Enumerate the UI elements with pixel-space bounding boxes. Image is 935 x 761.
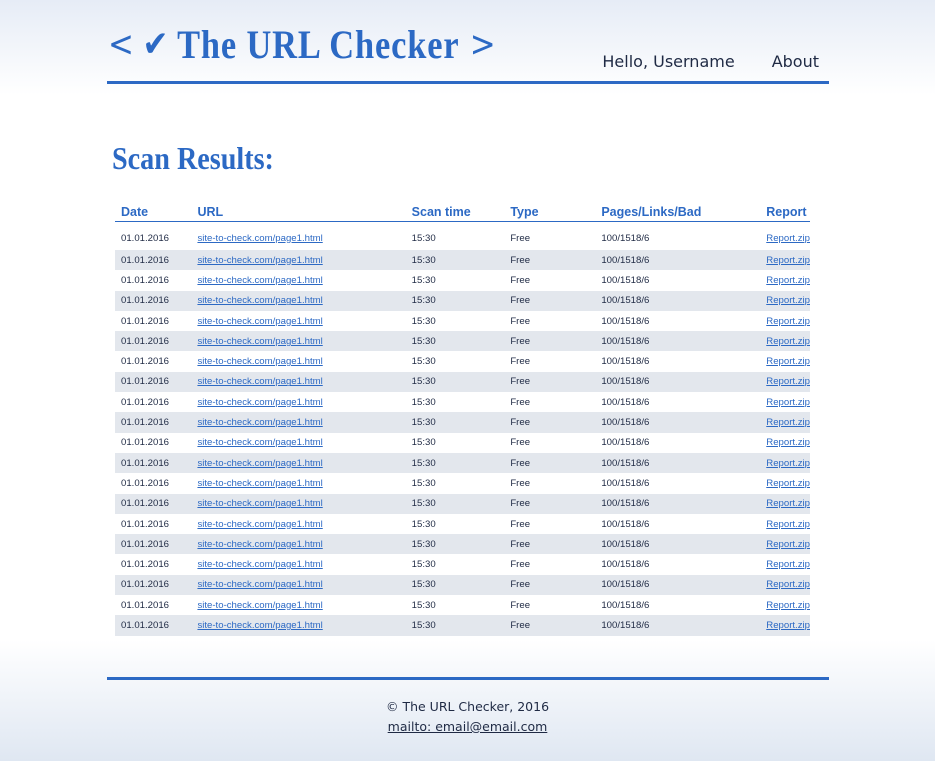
table-row bbox=[115, 270, 810, 290]
table-cell bbox=[191, 331, 405, 351]
cell-report-link[interactable]: Report.zip bbox=[766, 315, 810, 327]
cell-date: 01.01.2016 bbox=[115, 453, 191, 473]
logo-right-bracket: > bbox=[469, 24, 496, 65]
table-cell bbox=[760, 534, 810, 554]
table-row bbox=[115, 351, 810, 371]
cell-pages-links-bad: 100/1518/6 bbox=[595, 250, 760, 270]
table-cell bbox=[191, 575, 405, 595]
table-cell bbox=[191, 494, 405, 514]
cell-url-link[interactable]: site-to-check.com/page1.html bbox=[197, 619, 323, 631]
table-cell bbox=[760, 412, 810, 432]
table-cell bbox=[760, 514, 810, 534]
cell-date: 01.01.2016 bbox=[115, 575, 191, 595]
cell-url-link[interactable]: site-to-check.com/page1.html bbox=[197, 295, 323, 307]
cell-date: 01.01.2016 bbox=[115, 291, 191, 311]
cell-scan-time: 15:30 bbox=[406, 575, 505, 595]
logo-reflection bbox=[100, 66, 472, 76]
table-cell bbox=[191, 222, 405, 251]
table-row bbox=[115, 514, 810, 534]
table-cell bbox=[760, 433, 810, 453]
cell-scan-time: 15:30 bbox=[411, 315, 436, 327]
table-cell bbox=[760, 331, 810, 351]
table-cell bbox=[760, 291, 810, 311]
table-cell bbox=[760, 311, 810, 331]
cell-date: 01.01.2016 bbox=[121, 356, 170, 368]
column-header-pages-links-bad: Pages/Links/Bad bbox=[595, 203, 760, 222]
cell-pages-links-bad: 100/1518/6 bbox=[601, 559, 650, 571]
cell-report-link[interactable]: Report.zip bbox=[766, 477, 810, 489]
cell-date: 01.01.2016 bbox=[115, 615, 191, 635]
cell-url-link[interactable]: site-to-check.com/page1.html bbox=[197, 477, 323, 489]
cell-url-link[interactable]: site-to-check.com/page1.html bbox=[197, 315, 323, 327]
cell-report-link[interactable]: Report.zip bbox=[766, 498, 810, 510]
table-cell bbox=[191, 433, 405, 453]
cell-pages-links-bad: 100/1518/6 bbox=[595, 453, 760, 473]
cell-type: Free bbox=[504, 575, 595, 595]
cell-pages-links-bad: 100/1518/6 bbox=[601, 396, 650, 408]
table-cell bbox=[191, 372, 405, 392]
cell-date: 01.01.2016 bbox=[121, 274, 170, 286]
cell-scan-time: 15:30 bbox=[406, 250, 505, 270]
cell-date: 01.01.2016 bbox=[121, 559, 170, 571]
table-cell bbox=[191, 453, 405, 473]
cell-date: 01.01.2016 bbox=[115, 494, 191, 514]
cell-pages-links-bad: 100/1518/6 bbox=[601, 518, 650, 530]
table-row bbox=[115, 575, 810, 595]
cell-pages-links-bad: 100/1518/6 bbox=[595, 575, 760, 595]
table-cell bbox=[760, 453, 810, 473]
cell-type: Free bbox=[504, 372, 595, 392]
cell-report-link[interactable]: Report.zip bbox=[766, 457, 810, 469]
cell-url-link[interactable]: site-to-check.com/page1.html bbox=[197, 254, 323, 266]
cell-type: Free bbox=[504, 615, 595, 635]
cell-type: Free bbox=[510, 315, 531, 327]
table-cell bbox=[760, 473, 810, 493]
cell-url-link[interactable]: site-to-check.com/page1.html bbox=[197, 457, 323, 469]
cell-pages-links-bad: 100/1518/6 bbox=[601, 356, 650, 368]
table-cell bbox=[191, 473, 405, 493]
table-row bbox=[115, 250, 810, 270]
column-header-scan-time: Scan time bbox=[406, 203, 505, 222]
table-cell bbox=[191, 554, 405, 574]
cell-date: 01.01.2016 bbox=[121, 599, 170, 611]
cell-scan-time: 15:30 bbox=[406, 412, 505, 432]
site-logo[interactable] bbox=[108, 22, 496, 74]
cell-date: 01.01.2016 bbox=[121, 437, 170, 449]
cell-scan-time: 15:30 bbox=[411, 274, 436, 286]
table-row bbox=[115, 494, 810, 514]
cell-pages-links-bad: 100/1518/6 bbox=[601, 315, 650, 327]
footer-divider bbox=[107, 677, 829, 680]
table-row bbox=[115, 554, 810, 574]
table-cell bbox=[760, 222, 810, 251]
cell-type: Free bbox=[504, 494, 595, 514]
cell-type: Free bbox=[510, 437, 531, 449]
cell-url-link[interactable]: site-to-check.com/page1.html bbox=[197, 437, 323, 449]
cell-url-link[interactable]: site-to-check.com/page1.html bbox=[197, 579, 323, 591]
cell-report-link[interactable]: Report.zip bbox=[766, 274, 810, 286]
cell-url-link[interactable]: site-to-check.com/page1.html bbox=[197, 417, 323, 429]
table-row bbox=[115, 311, 810, 331]
table-row bbox=[115, 453, 810, 473]
table-cell bbox=[191, 291, 405, 311]
table-cell bbox=[191, 250, 405, 270]
cell-type: Free bbox=[504, 453, 595, 473]
cell-report-link[interactable]: Report.zip bbox=[766, 295, 810, 307]
table-cell bbox=[191, 412, 405, 432]
cell-date: 01.01.2016 bbox=[115, 372, 191, 392]
cell-report-link[interactable]: Report.zip bbox=[766, 518, 810, 530]
scan-results-table bbox=[115, 203, 810, 636]
cell-scan-time: 15:30 bbox=[406, 534, 505, 554]
cell-scan-time: 15:30 bbox=[411, 437, 436, 449]
table-cell bbox=[760, 270, 810, 290]
cell-url-link[interactable]: site-to-check.com/page1.html bbox=[197, 538, 323, 550]
table-row bbox=[115, 412, 810, 432]
cell-pages-links-bad: 100/1518/6 bbox=[601, 599, 650, 611]
cell-type: Free bbox=[504, 291, 595, 311]
cell-scan-time: 15:30 bbox=[411, 396, 436, 408]
logo-wordmark bbox=[108, 22, 496, 68]
cell-scan-time: 15:30 bbox=[411, 232, 436, 244]
cell-type: Free bbox=[504, 331, 595, 351]
column-header-type: Type bbox=[504, 203, 595, 222]
cell-type: Free bbox=[504, 412, 595, 432]
table-cell bbox=[191, 514, 405, 534]
check-icon: ✔ bbox=[142, 24, 169, 65]
cell-pages-links-bad: 100/1518/6 bbox=[595, 331, 760, 351]
cell-type: Free bbox=[510, 559, 531, 571]
cell-type: Free bbox=[510, 274, 531, 286]
cell-date: 01.01.2016 bbox=[121, 232, 170, 244]
cell-date: 01.01.2016 bbox=[115, 412, 191, 432]
cell-pages-links-bad: 100/1518/6 bbox=[601, 437, 650, 449]
cell-report-link[interactable]: Report.zip bbox=[766, 356, 810, 368]
cell-scan-time: 15:30 bbox=[411, 559, 436, 571]
cell-url-link[interactable]: site-to-check.com/page1.html bbox=[197, 356, 323, 368]
cell-pages-links-bad: 100/1518/6 bbox=[601, 477, 650, 489]
table-cell bbox=[760, 615, 810, 635]
table-row bbox=[115, 433, 810, 453]
cell-type: Free bbox=[504, 250, 595, 270]
table-cell bbox=[760, 250, 810, 270]
cell-pages-links-bad: 100/1518/6 bbox=[595, 615, 760, 635]
cell-url-link[interactable]: site-to-check.com/page1.html bbox=[197, 559, 323, 571]
cell-date: 01.01.2016 bbox=[115, 250, 191, 270]
table-cell bbox=[191, 392, 405, 412]
cell-report-link[interactable]: Report.zip bbox=[766, 232, 810, 244]
logo-title: The URL Checker bbox=[177, 22, 460, 67]
column-header-report: Report bbox=[760, 203, 810, 222]
cell-report-link[interactable]: Report.zip bbox=[766, 376, 810, 388]
user-greeting-link[interactable]: Hello, Username bbox=[602, 52, 735, 71]
table-cell bbox=[760, 595, 810, 615]
cell-pages-links-bad: 100/1518/6 bbox=[595, 291, 760, 311]
cell-report-link[interactable]: Report.zip bbox=[766, 579, 810, 591]
cell-type: Free bbox=[510, 477, 531, 489]
cell-url-link[interactable]: site-to-check.com/page1.html bbox=[197, 335, 323, 347]
cell-type: Free bbox=[510, 518, 531, 530]
table-cell bbox=[191, 351, 405, 371]
table-row bbox=[115, 534, 810, 554]
table-row bbox=[115, 331, 810, 351]
logo-left-bracket: < bbox=[108, 24, 134, 65]
cell-report-link[interactable]: Report.zip bbox=[766, 599, 810, 611]
footer-mail-link[interactable]: mailto: email@email.com bbox=[387, 719, 548, 734]
cell-date: 01.01.2016 bbox=[115, 534, 191, 554]
cell-report-link[interactable]: Report.zip bbox=[766, 619, 810, 631]
table-row bbox=[115, 392, 810, 412]
table-row bbox=[115, 222, 810, 251]
cell-pages-links-bad: 100/1518/6 bbox=[595, 494, 760, 514]
cell-report-link[interactable]: Report.zip bbox=[766, 417, 810, 429]
table-cell bbox=[760, 575, 810, 595]
top-nav bbox=[602, 52, 819, 71]
cell-date: 01.01.2016 bbox=[121, 477, 170, 489]
cell-type: Free bbox=[510, 396, 531, 408]
cell-pages-links-bad: 100/1518/6 bbox=[595, 534, 760, 554]
cell-report-link[interactable]: Report.zip bbox=[766, 559, 810, 571]
cell-url-link[interactable]: site-to-check.com/page1.html bbox=[197, 232, 323, 244]
cell-report-link[interactable]: Report.zip bbox=[766, 396, 810, 408]
cell-type: Free bbox=[510, 232, 531, 244]
cell-url-link[interactable]: site-to-check.com/page1.html bbox=[197, 498, 323, 510]
cell-url-link[interactable]: site-to-check.com/page1.html bbox=[197, 274, 323, 286]
cell-scan-time: 15:30 bbox=[406, 291, 505, 311]
cell-report-link[interactable]: Report.zip bbox=[766, 254, 810, 266]
cell-date: 01.01.2016 bbox=[115, 331, 191, 351]
cell-scan-time: 15:30 bbox=[406, 494, 505, 514]
cell-scan-time: 15:30 bbox=[411, 477, 436, 489]
footer-copyright: © The URL Checker, 2016 bbox=[385, 699, 550, 714]
cell-type: Free bbox=[504, 534, 595, 554]
cell-scan-time: 15:30 bbox=[411, 599, 436, 611]
table-row bbox=[115, 615, 810, 635]
cell-url-link[interactable]: site-to-check.com/page1.html bbox=[197, 376, 323, 388]
cell-url-link[interactable]: site-to-check.com/page1.html bbox=[197, 599, 323, 611]
cell-url-link[interactable]: site-to-check.com/page1.html bbox=[197, 518, 323, 530]
table-row bbox=[115, 291, 810, 311]
column-header-date: Date bbox=[115, 203, 191, 222]
table-cell bbox=[760, 554, 810, 574]
table-body bbox=[115, 222, 810, 636]
cell-report-link[interactable]: Report.zip bbox=[766, 335, 810, 347]
cell-pages-links-bad: 100/1518/6 bbox=[595, 372, 760, 392]
cell-type: Free bbox=[510, 599, 531, 611]
table-cell bbox=[760, 392, 810, 412]
cell-scan-time: 15:30 bbox=[406, 453, 505, 473]
table-header-row bbox=[115, 203, 810, 222]
table-row bbox=[115, 372, 810, 392]
table-cell bbox=[760, 494, 810, 514]
page-title: Scan Results: bbox=[112, 140, 274, 176]
table-row bbox=[115, 595, 810, 615]
cell-date: 01.01.2016 bbox=[121, 396, 170, 408]
cell-scan-time: 15:30 bbox=[406, 615, 505, 635]
cell-pages-links-bad: 100/1518/6 bbox=[601, 274, 650, 286]
table-cell bbox=[191, 595, 405, 615]
header-divider bbox=[107, 81, 829, 84]
cell-report-link[interactable]: Report.zip bbox=[766, 437, 810, 449]
column-header-url: URL bbox=[191, 203, 405, 222]
footer bbox=[0, 697, 935, 737]
table-cell bbox=[191, 311, 405, 331]
table-cell bbox=[191, 270, 405, 290]
cell-date: 01.01.2016 bbox=[121, 518, 170, 530]
cell-url-link[interactable]: site-to-check.com/page1.html bbox=[197, 396, 323, 408]
about-link[interactable]: About bbox=[771, 52, 819, 71]
table-cell bbox=[191, 615, 405, 635]
cell-scan-time: 15:30 bbox=[411, 518, 436, 530]
cell-report-link[interactable]: Report.zip bbox=[766, 538, 810, 550]
cell-pages-links-bad: 100/1518/6 bbox=[595, 412, 760, 432]
cell-scan-time: 15:30 bbox=[411, 356, 436, 368]
table-cell bbox=[760, 351, 810, 371]
cell-type: Free bbox=[510, 356, 531, 368]
cell-scan-time: 15:30 bbox=[406, 331, 505, 351]
table-row bbox=[115, 473, 810, 493]
cell-scan-time: 15:30 bbox=[406, 372, 505, 392]
table-cell bbox=[760, 372, 810, 392]
table-cell bbox=[191, 534, 405, 554]
cell-pages-links-bad: 100/1518/6 bbox=[601, 232, 650, 244]
cell-date: 01.01.2016 bbox=[121, 315, 170, 327]
